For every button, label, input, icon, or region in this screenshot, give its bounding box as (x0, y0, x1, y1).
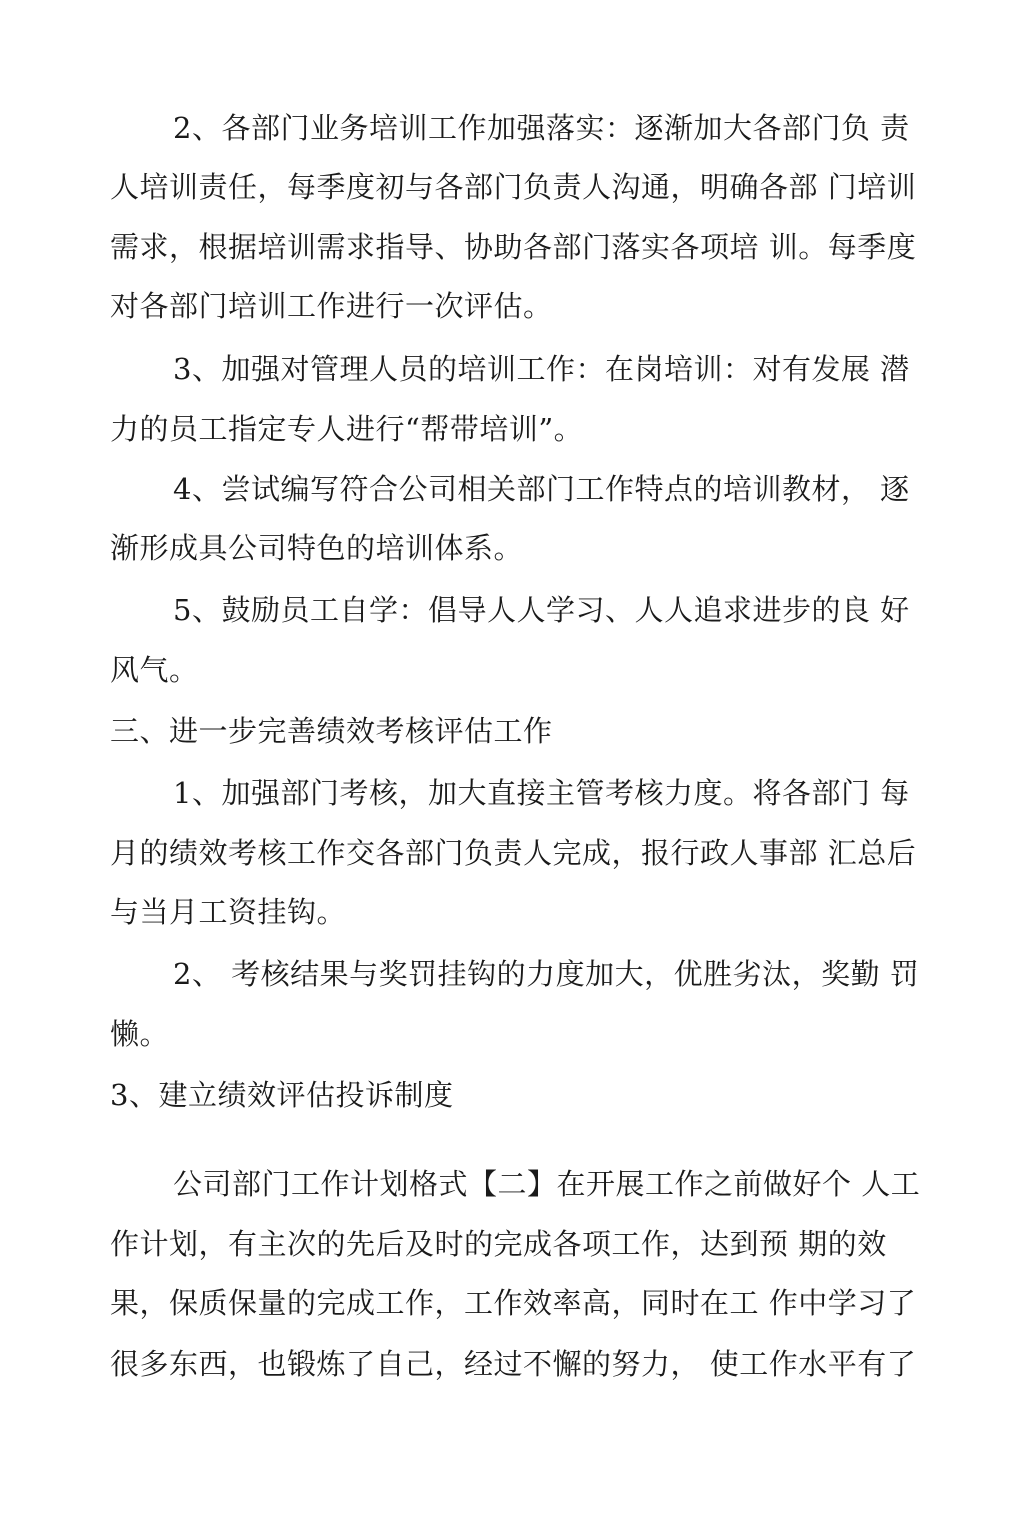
paragraph-line: 果，保质保量的完成工作，工作效率高，同时在工 作中学习了 (110, 1286, 917, 1320)
paragraph-line: 5、鼓励员工自学：倡导人人学习、人人追求进步的良 好 (173, 593, 910, 627)
section-heading: 三、进一步完善绩效考核评估工作 (110, 714, 553, 748)
paragraph-line: 懒。 (110, 1017, 170, 1051)
paragraph-line: 4、尝试编写符合公司相关部门工作特点的培训教材， 逐 (173, 472, 910, 506)
paragraph-line: 与当月工资挂钩。 (110, 895, 347, 929)
paragraph-line: 风气。 (110, 653, 199, 687)
paragraph-line: 2、 考核结果与奖罚挂钩的力度加大，优胜劣汰，奖勤 罚 (173, 957, 920, 991)
paragraph-line: 公司部门工作计划格式【二】在开展工作之前做好个 人工 (173, 1167, 921, 1201)
paragraph-line: 力的员工指定专人进行“帮带培训”。 (110, 412, 584, 446)
paragraph-line: 月的绩效考核工作交各部门负责人完成，报行政人事部 汇总后 (110, 836, 917, 870)
paragraph-line: 1、加强部门考核，加大直接主管考核力度。将各部门 每 (173, 776, 910, 810)
paragraph-line: 很多东西，也锻炼了自己，经过不懈的努力， 使工作水平有了 (110, 1347, 917, 1381)
paragraph-line: 需求，根据培训需求指导、协助各部门落实各项培 训。每季度 (110, 230, 917, 264)
paragraph-line: 2、各部门业务培训工作加强落实：逐渐加大各部门负 责 (173, 111, 910, 145)
paragraph-line: 3、加强对管理人员的培训工作：在岗培训：对有发展 潜 (173, 352, 910, 386)
paragraph-line: 渐形成具公司特色的培训体系。 (110, 531, 524, 565)
paragraph-line: 作计划，有主次的先后及时的完成各项工作，达到预 期的效 (110, 1227, 887, 1261)
paragraph-line: 3、建立绩效评估投诉制度 (110, 1078, 454, 1112)
paragraph-line: 人培训责任，每季度初与各部门负责人沟通，明确各部 门培训 (110, 170, 917, 204)
paragraph-line: 对各部门培训工作进行一次评估。 (110, 289, 553, 323)
